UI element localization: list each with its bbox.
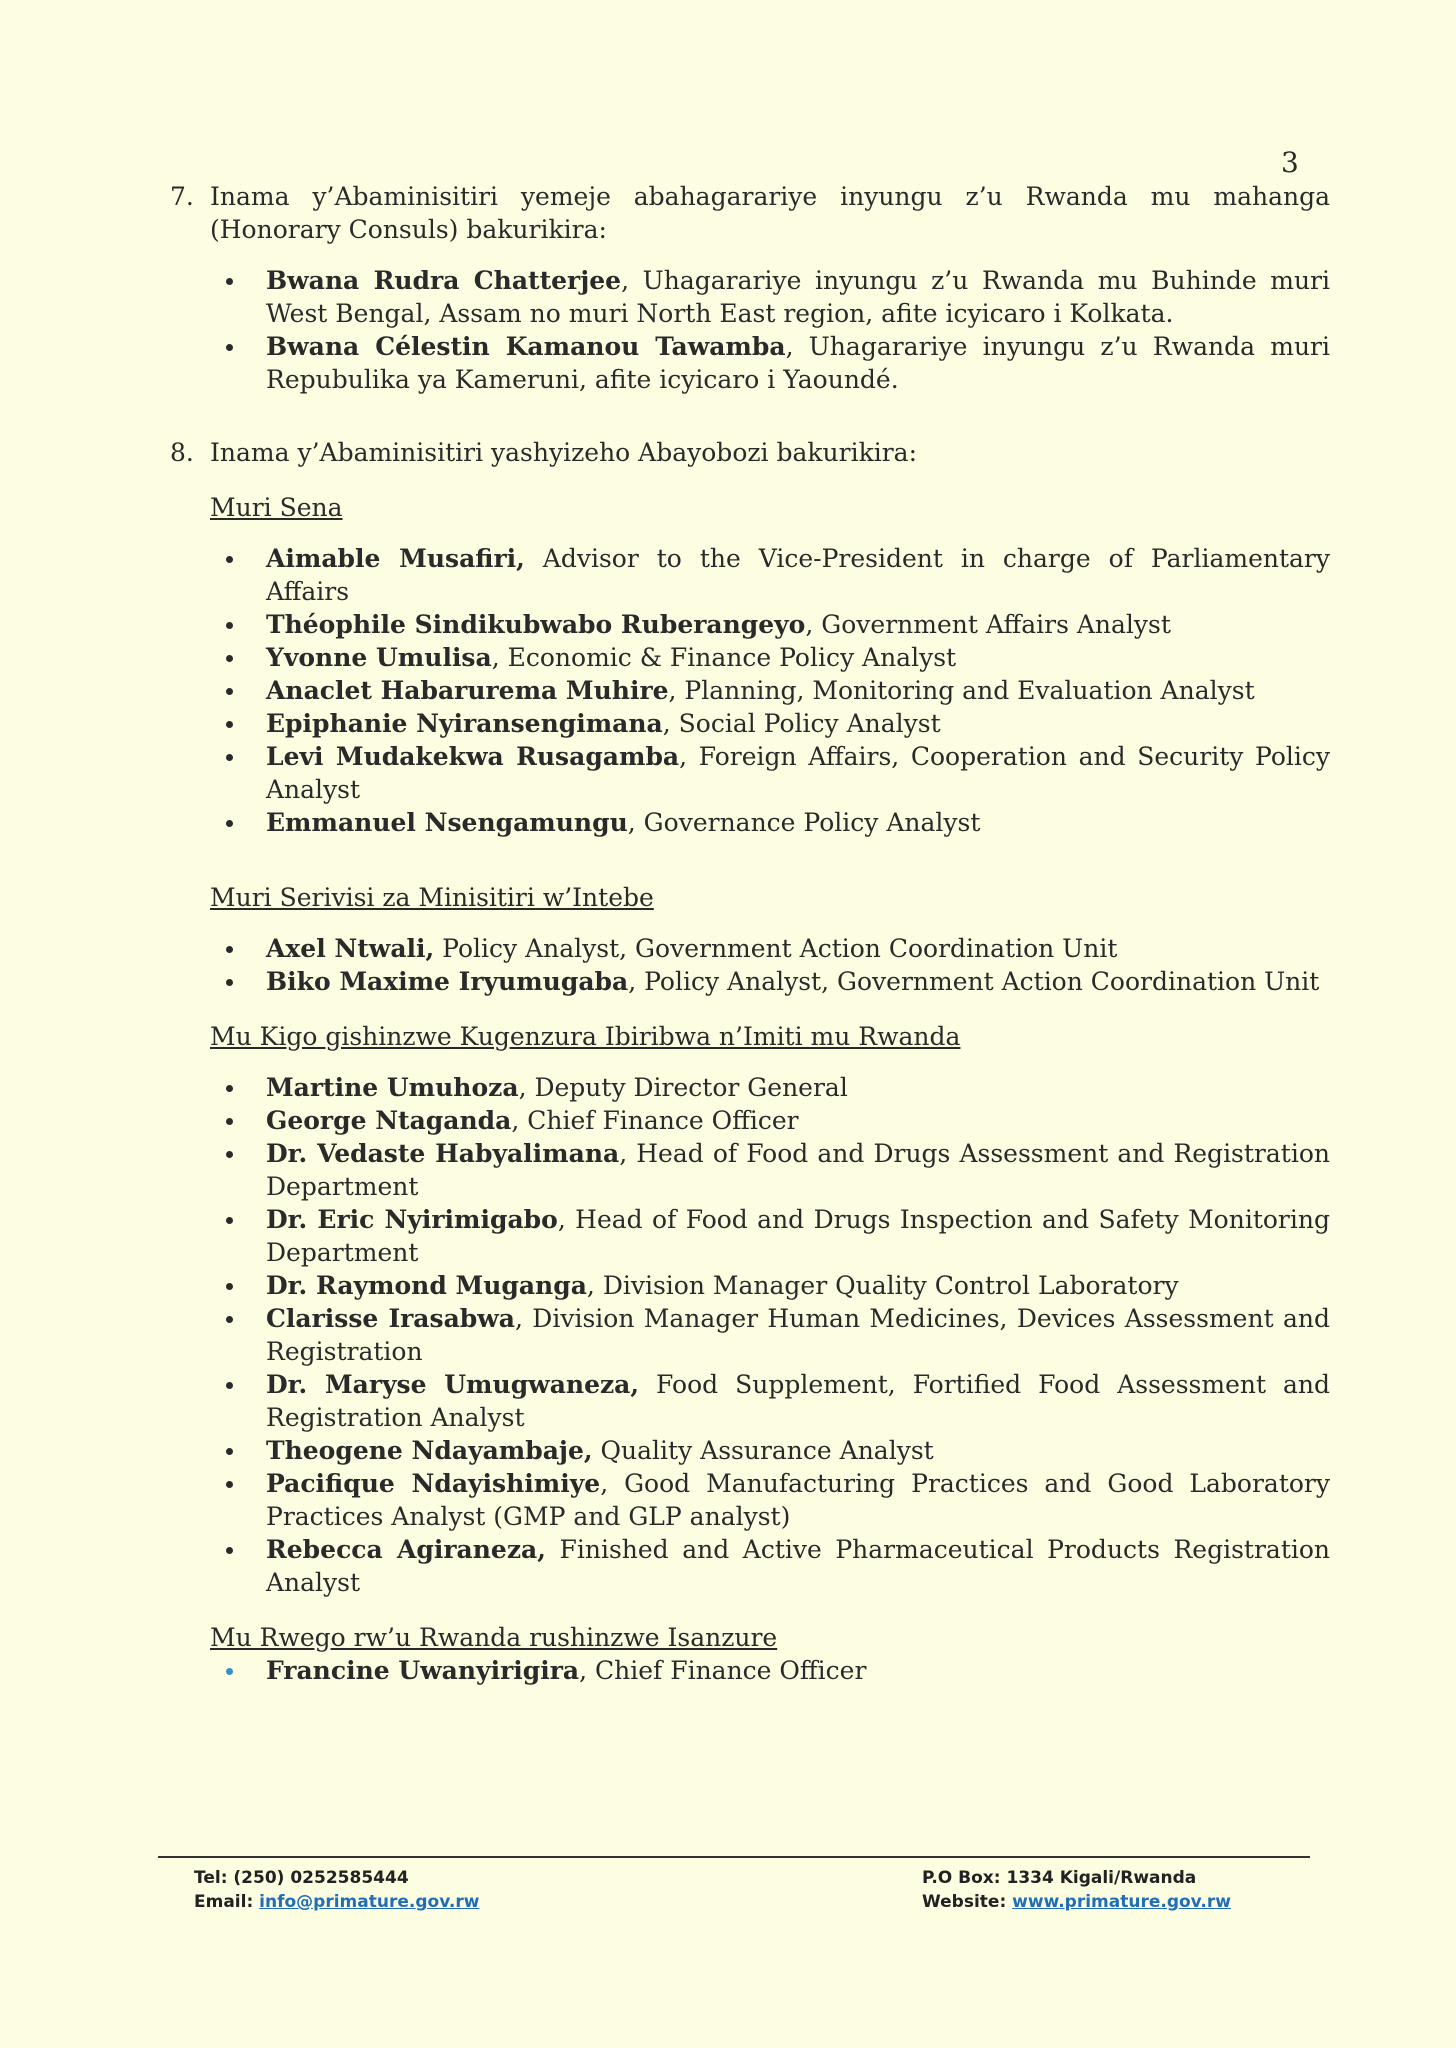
person-role: Advisor to the Vice-President in charge of Parliamentary Affairs: [266, 544, 1330, 606]
person-name: Biko Maxime Iryumugaba: [266, 967, 629, 996]
list-item: [220, 1368, 1330, 1434]
footer-email-label: Email:: [194, 1892, 260, 1912]
section-list: [170, 932, 1330, 998]
person-role: Quality Assurance Analyst: [592, 1436, 934, 1465]
footer-tel: Tel: (250) 0252585444: [194, 1868, 409, 1888]
person-role: , Division Manager Quality Control Laboratory: [586, 1271, 1179, 1300]
person-role: , Foreign Affairs, Cooperation and Security Policy Analyst: [266, 742, 1330, 804]
person-role: , Uhagarariye inyungu z’u Rwanda mu Buhinde muri West Bengal, Assam no muri North East region, afite icyicaro i Kolkata.: [266, 266, 1330, 328]
list-item: [220, 608, 1330, 641]
person-name: Dr. Raymond Muganga: [266, 1271, 587, 1300]
list-item: [220, 1203, 1330, 1269]
person-role: , Governance Policy Analyst: [627, 808, 981, 837]
person-role: , Government Affairs Analyst: [805, 610, 1171, 639]
person-name: Levi Mudakekwa Rusagamba: [266, 742, 680, 771]
list-item: [220, 740, 1330, 806]
list-item: [220, 1104, 1330, 1137]
person-name: Rebecca Agiraneza,: [266, 1535, 546, 1564]
list-item: [220, 1654, 1330, 1687]
item-text: Inama y’Abaminisitiri yemeje abahagarariye inyungu z’u Rwanda mu mahanga (Honorary Consuls) bakurikira:: [210, 182, 1330, 244]
person-name: Francine Uwanyirigira: [266, 1656, 580, 1685]
person-role: , Good Manufacturing Practices and Good Laboratory Practices Analyst (GMP and GLP analyst): [266, 1469, 1331, 1531]
list-item: [220, 1302, 1330, 1368]
person-role: , Policy Analyst, Government Action Coordination Unit: [628, 967, 1320, 996]
person-role: , Economic & Finance Policy Analyst: [491, 643, 957, 672]
person-name: Pacifique Ndayishimiye: [266, 1469, 601, 1498]
section-list: [170, 1654, 1330, 1687]
email-link[interactable]: info@primature.gov.rw: [259, 1892, 480, 1912]
list-item: [220, 1269, 1330, 1302]
list-item: [220, 264, 1330, 330]
list-item: [220, 806, 1330, 839]
consuls-list: [170, 264, 1330, 396]
person-name: Aimable Musafiri,: [266, 544, 525, 573]
footer-left: [194, 1866, 479, 1914]
footer-website-line: [922, 1890, 1231, 1914]
person-role: , Head of Food and Drugs Inspection and Safety Monitoring Department: [266, 1205, 1330, 1267]
footer-website-label: Website:: [922, 1892, 1013, 1912]
section-heading: Muri Serivisi za Minisitiri w’Intebe: [210, 883, 654, 912]
list-item: [220, 1467, 1330, 1533]
footer-email-line: [194, 1890, 479, 1914]
website-link[interactable]: www.primature.gov.rw: [1012, 1892, 1231, 1912]
item-number: 7.: [170, 182, 194, 211]
person-name: Bwana Rudra Chatterjee: [266, 266, 622, 295]
section-list: [170, 542, 1330, 839]
person-role: , Division Manager Human Medicines, Devices Assessment and Registration: [266, 1304, 1330, 1366]
list-item: [220, 1137, 1330, 1203]
list-item: [220, 1071, 1330, 1104]
list-item: [220, 707, 1330, 740]
person-role: Policy Analyst, Government Action Coordination Unit: [434, 934, 1118, 963]
person-name: Théophile Sindikubwabo Ruberangeyo: [266, 610, 806, 639]
person-role: , Deputy Director General: [518, 1073, 848, 1102]
person-name: Bwana Célestin Kamanou Tawamba: [266, 332, 786, 361]
person-name: Clarisse Irasabwa: [266, 1304, 515, 1333]
list-item: [220, 932, 1330, 965]
person-role: , Head of Food and Drugs Assessment and Registration Department: [266, 1139, 1330, 1201]
footer-right: [922, 1866, 1231, 1914]
person-name: Dr. Eric Nyirimigabo: [266, 1205, 558, 1234]
list-item: [220, 330, 1330, 396]
person-role: , Chief Finance Officer: [511, 1106, 799, 1135]
item-7: [170, 180, 1330, 246]
list-item: [220, 674, 1330, 707]
list-item: [220, 641, 1330, 674]
section-heading: Mu Kigo gishinzwe Kugenzura Ibiribwa n’Imiti mu Rwanda: [210, 1022, 961, 1051]
person-name: Yvonne Umulisa: [266, 643, 492, 672]
person-name: Dr. Vedaste Habyalimana: [266, 1139, 620, 1168]
list-item: [220, 1434, 1330, 1467]
person-role: Food Supplement, Fortified Food Assessment and Registration Analyst: [266, 1370, 1330, 1432]
item-text: Inama y’Abaminisitiri yashyizeho Abayobozi bakurikira:: [210, 438, 918, 467]
list-item: [220, 1533, 1330, 1599]
person-name: Epiphanie Nyiransengimana: [266, 709, 663, 738]
person-name: Theogene Ndayambaje,: [266, 1436, 593, 1465]
list-item: [220, 965, 1330, 998]
section-heading: Mu Rwego rw’u Rwanda rushinzwe Isanzure: [210, 1623, 778, 1652]
person-name: Emmanuel Nsengamungu: [266, 808, 628, 837]
list-item: [220, 542, 1330, 608]
footer-pobox: P.O Box: 1334 Kigali/Rwanda: [922, 1868, 1197, 1888]
person-role: , Uhagarariye inyungu z’u Rwanda muri Repubulika ya Kameruni, afite icyicaro i Yaoundé.: [266, 332, 1330, 394]
person-name: Martine Umuhoza: [266, 1073, 519, 1102]
person-name: Dr. Maryse Umugwaneza,: [266, 1370, 640, 1399]
person-role: Finished and Active Pharmaceutical Products Registration Analyst: [266, 1535, 1331, 1597]
footer-divider: [158, 1856, 1310, 1858]
page-number: 3: [1281, 146, 1299, 179]
person-name: Axel Ntwali,: [266, 934, 435, 963]
section-list: [170, 1071, 1330, 1599]
person-role: , Chief Finance Officer: [579, 1656, 867, 1685]
item-number: 8.: [170, 438, 194, 467]
person-name: Anaclet Habarurema Muhire: [266, 676, 669, 705]
section-heading: Muri Sena: [210, 493, 343, 522]
item-8: [170, 436, 1330, 469]
document-body: [170, 180, 1330, 1687]
person-name: George Ntaganda: [266, 1106, 512, 1135]
person-role: , Social Policy Analyst: [662, 709, 941, 738]
person-role: , Planning, Monitoring and Evaluation Analyst: [668, 676, 1255, 705]
